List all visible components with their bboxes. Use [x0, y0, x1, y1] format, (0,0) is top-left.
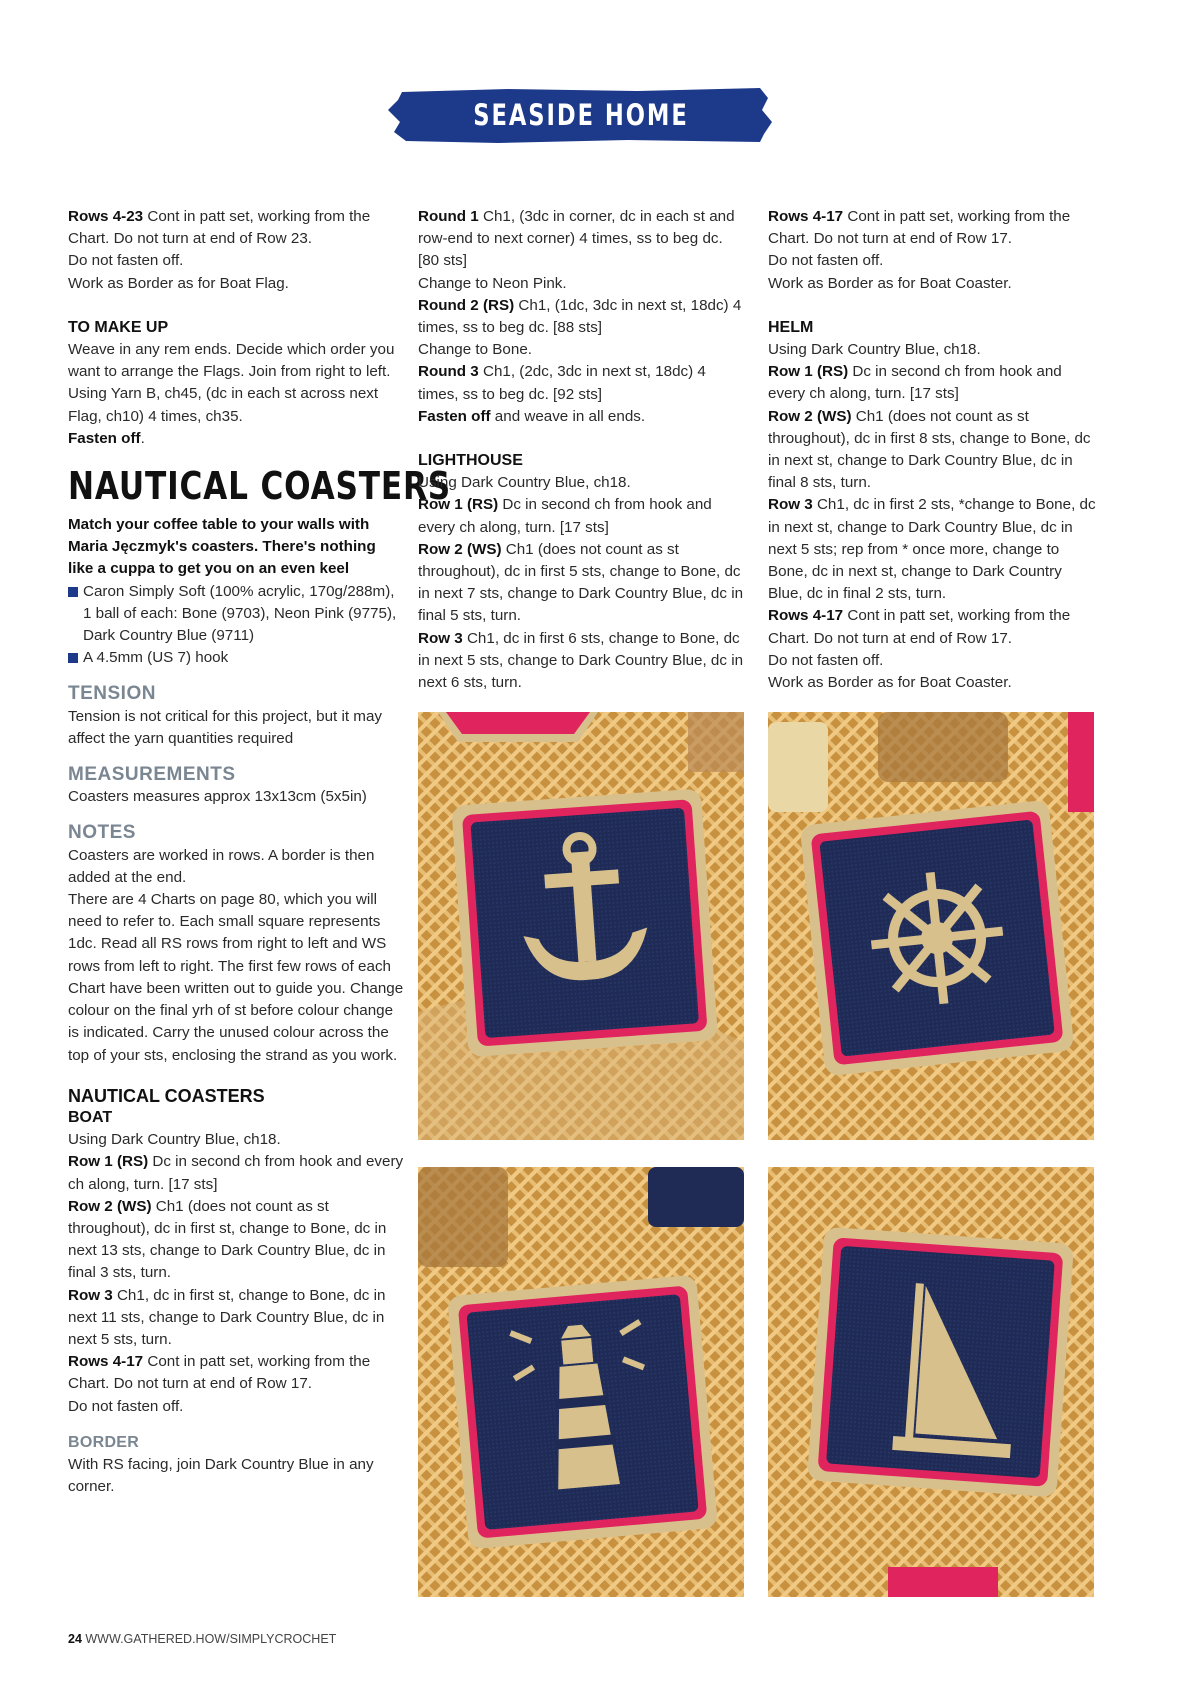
boat-intro: Using Dark Country Blue, ch18. [68, 1131, 281, 1149]
banner-title: SEASIDE HOME COLLECTION [473, 98, 689, 190]
photo-lighthouse-coaster [418, 1167, 744, 1597]
photo-boat-coaster [768, 1167, 1094, 1597]
tension-text: Tension is not critical for this project, but it may affect the yarn quantities required [68, 707, 382, 747]
bullet-square-icon [68, 587, 78, 597]
lighthouse-rows4-17: Rows 4-17 Cont in patt set, working from the Chart. Do not turn at end of Row 17. [768, 208, 1071, 248]
round1: Round 1 Ch1, (3dc in corner, dc in each st and row-end to next corner) 4 times, ss to beg dc. [80 sts] [418, 208, 735, 270]
flag-rows-paragraph: Rows 4-23 Cont in patt set, working from the Chart. Do not turn at end of Row 23. [68, 208, 371, 248]
bullet-square-icon [68, 653, 78, 663]
border-text: With RS facing, join Dark Country Blue in any corner. [68, 1455, 374, 1496]
lighthouse-row1: Row 1 (RS) Dc in second ch from hook and every ch along, turn. [17 sts] [418, 496, 712, 536]
materials-item: A 4.5mm (US 7) hook [68, 647, 404, 669]
lighthouse-row2: Row 2 (WS) Ch1 (does not count as st throughout), dc in first 5 sts, change to Bone, dc in next 7 sts, change to Dark Country Blue, dc in final 5 sts, turn. [418, 540, 744, 625]
boat-fasten-text: Do not fasten off. [68, 1397, 184, 1415]
lighthouse-row3: Row 3 Ch1, dc in first 6 sts, change to Bone, dc in next 5 sts, change to Dark Country Blue, dc in next 6 sts, turn. [418, 629, 744, 692]
round2: Round 2 (RS) Ch1, (1dc, 3dc in next st, 18dc) 4 times, ss to beg dc. [88 sts] [418, 296, 742, 337]
border-heading: BORDER [68, 1433, 140, 1451]
make-up-fasten: Fasten off. [68, 429, 145, 447]
measurements-text: Coasters measures approx 13x13cm (5x5in) [68, 788, 367, 806]
boat-heading: BOAT [68, 1108, 113, 1126]
notes-heading: NOTES [68, 822, 136, 844]
page-number: 24 [68, 1632, 82, 1646]
page-footer [68, 1632, 336, 1646]
helm-row2: Row 2 (WS) Ch1 (does not count as st throughout), dc in first 8 sts, change to Bone, dc in next st, change to Dark Country Blue, dc in final 8 sts, turn. [768, 407, 1091, 492]
helm-rows4-17: Rows 4-17 Cont in patt set, working from the Chart. Do not turn at end of Row 17. [768, 607, 1071, 647]
column-right [768, 206, 1098, 694]
footer-url: WWW.GATHERED.HOW/SIMPLYCROCHET [81, 1632, 337, 1646]
helm-row3: Row 3 Ch1, dc in first 2 sts, *change to Bone, dc in next st, change to Dark Country Blue, dc in next 5 sts; rep from * once more, change to Bone, dc in next st, change to Dark Country Blue, dc in final 2 sts, turn. [768, 496, 1096, 603]
lighthouse-heading: LIGHTHOUSE [418, 452, 523, 470]
helm-heading: HELM [768, 318, 814, 336]
intro-text: Match your coffee table to your walls with Maria Jęczmyk's coasters. There's nothing like a cuppa to get you on an even keel [68, 516, 376, 578]
notes-text: Coasters are worked in rows. A border is then added at the end. [68, 846, 375, 886]
make-up-instructions: Using Yarn B, ch45, (dc in each st across next Flag, ch10) 4 times, ch35. [68, 385, 379, 425]
helm-intro: Using Dark Country Blue, ch18. [768, 341, 981, 359]
round3: Round 3 Ch1, (2dc, 3dc in next st, 18dc) 4 times, ss to beg dc. [92 sts] [418, 363, 706, 403]
photo-helm-coaster [768, 712, 1094, 1140]
change-bone: Change to Bone. [418, 341, 532, 359]
boat-row3: Row 3 Ch1, dc in first st, change to Bone, dc in next 11 sts, change to Dark Country Blue, dc in next 5 sts, turn. [68, 1286, 386, 1348]
boat-row1: Row 1 (RS) Dc in second ch from hook and every ch along, turn. [17 sts] [68, 1153, 404, 1193]
boat-rows4-17: Rows 4-17 Cont in patt set, working from the Chart. Do not turn at end of Row 17. [68, 1353, 371, 1393]
materials-item: Caron Simply Soft (100% acrylic, 170g/288m), 1 ball of each: Bone (9703), Neon Pink (9775), Dark Country Blue (9711) [68, 581, 404, 648]
change-neon-pink: Change to Neon Pink. [418, 274, 567, 292]
lighthouse-border-text: Work as Border as for Boat Coaster. [768, 274, 1012, 292]
coasters-heading: NAUTICAL COASTERS [68, 1085, 265, 1106]
make-up-heading: TO MAKE UP [68, 318, 169, 336]
helm-row1: Row 1 (RS) Dc in second ch from hook and every ch along, turn. [17 sts] [768, 363, 1062, 403]
flag-border-text: Work as Border as for Boat Flag. [68, 274, 289, 292]
column-middle [418, 206, 748, 694]
helm-fasten-text: Do not fasten off. [768, 651, 884, 669]
section-title: NAUTICAL COASTERS [68, 464, 452, 509]
helm-border-text: Work as Border as for Boat Coaster. [768, 674, 1012, 692]
boat-row2: Row 2 (WS) Ch1 (does not count as st throughout), dc in first st, change to Bone, dc in next 13 sts, change to Dark Country Blue, dc in final 3 sts, turn. [68, 1197, 387, 1282]
collection-banner [388, 86, 774, 190]
notes-text-charts: There are 4 Charts on page 80, which you will need to refer to. Each small square represents 1dc. Read all RS rows from right to left and WS rows from left to right. The first few rows of each Chart have been written out to guide you. Change colour on the final yrh of st before colour change is indicated. Carry the unused colour across the top of your sts, enclosing the strand as you work. [68, 891, 404, 1064]
tension-heading: TENSION [68, 683, 156, 705]
measurements-heading: MEASUREMENTS [68, 764, 236, 786]
make-up-text: Weave in any rem ends. Decide which order you want to arrange the Flags. Join from right to left. [68, 341, 395, 381]
lighthouse-intro: Using Dark Country Blue, ch18. [418, 474, 631, 492]
lighthouse-fasten-text: Do not fasten off. [768, 252, 884, 270]
fasten-off: Fasten off and weave in all ends. [418, 407, 646, 425]
column-left [68, 206, 452, 1498]
flag-fasten-text: Do not fasten off. [68, 252, 184, 270]
photo-anchor-coaster [418, 712, 744, 1140]
